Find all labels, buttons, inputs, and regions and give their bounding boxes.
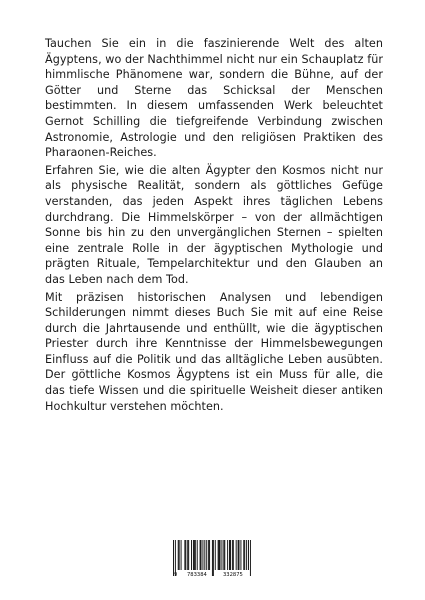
barcode-bar	[244, 540, 245, 570]
barcode-bar	[185, 540, 186, 570]
barcode-bar	[200, 540, 201, 570]
blurb-paragraph-3: Mit präzisen historischen Analysen und lebendigen Schilderungen nimmt dieses Buch Sie mit auf eine Reise durch die Jahrtausende und enthüllt, wie die ägyptischen Priester durch ihre Kenntnisse der Himmelsbewegungen Einfluss auf die Politik und das alltägliche Leben ausübten. Der göttliche Kosmos Ägyptens ist ein Muss für alle, die das tiefe Wissen und die spirituelle Weisheit dieser antiken Hochkultur verstehen möchten.	[45, 290, 383, 413]
barcode-bar	[232, 540, 233, 570]
barcode-bar	[187, 540, 188, 570]
barcode-bar	[248, 540, 249, 570]
barcode-bar	[204, 540, 205, 570]
barcode-bar	[229, 540, 230, 570]
barcode-first-digit: 9	[174, 572, 178, 578]
barcode-bar	[240, 540, 241, 570]
blurb-paragraph-2: Erfahren Sie, wie die alten Ägypter den Kosmos nicht nur als physische Realität, sondern als göttliches Gefüge verstanden, das jeden Aspekt ihres täglichen Lebens durchdrang. Die Himmelskörper – von der allmächtigen Sonne bis hin zu den unvergänglichen Sternen – spielten eine zentrale Rolle in der ägyptischen Mythologie und prägten Rituale, Tempelarchitektur und den Glauben an das Leben nach dem Tod.	[45, 163, 383, 286]
barcode-bar	[191, 540, 192, 570]
barcode-bar	[178, 540, 179, 570]
barcode-bar	[193, 540, 194, 570]
barcode-bar	[209, 540, 210, 570]
barcode-bar	[236, 540, 237, 570]
barcode-bar	[223, 540, 224, 570]
barcode-bar	[202, 540, 203, 570]
barcode-left-group: 783384	[187, 572, 207, 578]
barcode-bar	[227, 540, 228, 570]
barcode-bar	[181, 540, 182, 570]
barcode-bar	[179, 540, 180, 570]
blurb-paragraph-1: Tauchen Sie ein in die faszinierende Welt des alten Ägyptens, wo der Nachthimmel nicht nur ein Schauplatz für himmlische Phänomene war, sondern die Bühne, auf der Götter und Sterne das Schicksal der Menschen bestimmten. In diesem umfassenden Werk beleuchtet Gernot Schilling die tiefgreifende Verbindung zwischen Astronomie, Astrologie und den religiösen Praktiken des Pharaonen-Reiches.	[45, 37, 383, 160]
barcode-bar	[218, 540, 219, 570]
barcode-bar	[238, 540, 239, 570]
barcode-right-group: 332875	[223, 572, 243, 578]
barcode-bar	[220, 540, 221, 570]
barcode-bar	[233, 540, 234, 570]
barcode-bar	[208, 540, 209, 570]
barcode-bar	[194, 540, 195, 570]
barcode-bar	[246, 540, 247, 570]
barcode-bar	[184, 540, 185, 570]
barcode-bar	[224, 540, 225, 570]
barcode-bar	[221, 540, 222, 570]
barcode-bar	[201, 540, 202, 570]
barcode-bar	[188, 540, 189, 570]
barcode-digits	[172, 570, 256, 580]
barcode-bar	[239, 540, 240, 570]
barcode-bar	[206, 540, 207, 570]
barcode-bar	[230, 540, 231, 570]
barcode-bar	[195, 540, 196, 570]
barcode-bar	[219, 540, 220, 570]
isbn-barcode	[172, 540, 256, 582]
barcode-bar	[197, 540, 198, 570]
blurb-text	[45, 36, 383, 416]
barcode-bar	[215, 540, 216, 570]
barcode-bar	[243, 540, 244, 570]
